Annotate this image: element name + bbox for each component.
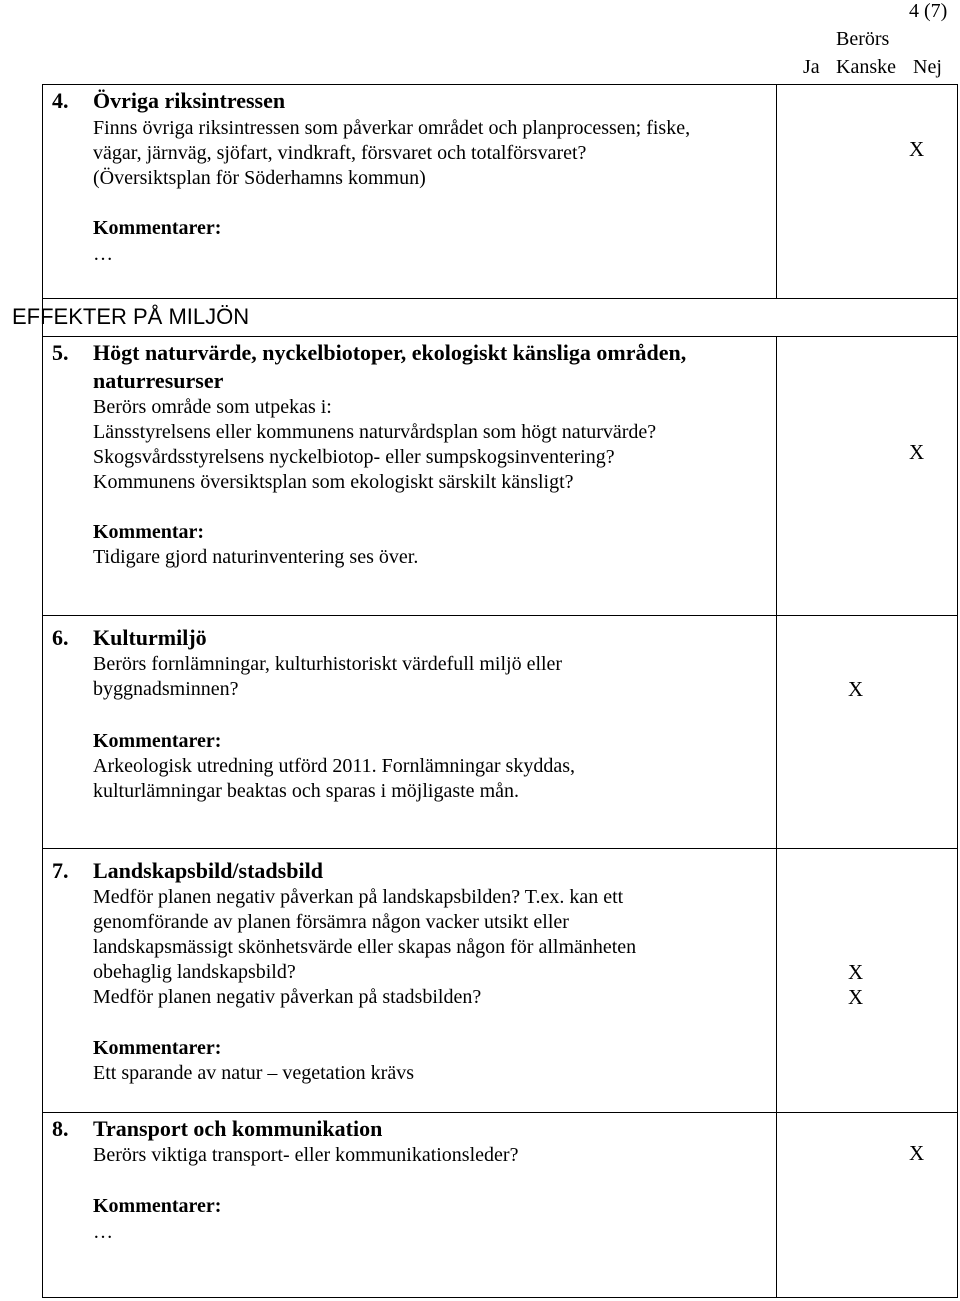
section-6-number: 6. <box>52 625 69 650</box>
section-8-number: 8. <box>52 1116 69 1141</box>
section-6-title: Kulturmiljö <box>93 625 207 650</box>
section-5-number: 5. <box>52 340 69 365</box>
section-4-body-line: vägar, järnväg, sjöfart, vindkraft, försvaret och totalförsvaret? <box>93 142 587 164</box>
section-5-body-line: Skogsvårdsstyrelsens nyckelbiotop- eller sumpskogsinventering? <box>93 446 615 468</box>
section-8-title: Transport och kommunikation <box>93 1116 383 1141</box>
section-4-comment-label: Kommentarer: <box>93 217 222 239</box>
section-6-comment-label: Kommentarer: <box>93 730 222 752</box>
section-6-comment-line: Arkeologisk utredning utförd 2011. Fornlämningar skyddas, <box>93 755 575 777</box>
section-5-title-line: naturresurser <box>93 368 224 393</box>
section-4-body-line: Finns övriga riksintressen som påverkar området och planprocessen; fiske, <box>93 117 691 139</box>
section-5-body-line: Kommunens översiktsplan som ekologiskt särskilt känsligt? <box>93 471 574 493</box>
section-5-body-line: Länsstyrelsens eller kommunens naturvårdsplan som högt naturvärde? <box>93 421 657 443</box>
answer-header-ja: Ja <box>803 56 820 78</box>
section-4-mark: X <box>909 137 925 161</box>
answer-header-kanske: Kanske <box>836 56 896 78</box>
answer-header-nej: Nej <box>913 56 942 78</box>
section-6-body-line: byggnadsminnen? <box>93 678 239 700</box>
section-7-body-line: landskapsmässigt skönhetsvärde eller skapas någon för allmänheten <box>93 936 637 958</box>
section-6-comment-line: kulturlämningar beaktas och sparas i möjligaste mån. <box>93 780 519 802</box>
section-4-body-line: (Översiktsplan för Söderhamns kommun) <box>93 167 426 189</box>
section-5-comment-label: Kommentar: <box>93 521 205 543</box>
section-7-title: Landskapsbild/stadsbild <box>93 858 323 883</box>
section-7-body-line: obehaglig landskapsbild? <box>93 961 296 983</box>
section-8-body-line: Berörs viktiga transport- eller kommunikationsleder? <box>93 1144 519 1166</box>
section-8-comment-label: Kommentarer: <box>93 1195 222 1217</box>
section-7-comment: Ett sparande av natur – vegetation krävs <box>93 1062 414 1084</box>
page-number: 4 (7) <box>909 0 948 22</box>
section-5-mark: X <box>909 440 925 464</box>
section-4-number: 4. <box>52 88 69 113</box>
section-7-body-line: Medför planen negativ påverkan på landskapsbilden? T.ex. kan ett <box>93 886 624 908</box>
section-6-mark: X <box>848 677 864 701</box>
section-7-body-line: genomförande av planen försämra någon vacker utsikt eller <box>93 911 569 933</box>
section-7-mark: X <box>848 960 864 984</box>
section-5-comment: Tidigare gjord naturinventering ses över. <box>93 546 419 568</box>
answer-header-label: Berörs <box>836 28 890 50</box>
divider-heading: EFFEKTER PÅ MILJÖN <box>12 304 250 329</box>
section-7-comment-label: Kommentarer: <box>93 1037 222 1059</box>
section-7-body-line: Medför planen negativ påverkan på stadsbilden? <box>93 986 482 1008</box>
section-4-title: Övriga riksintressen <box>93 88 286 113</box>
section-8-comment: … <box>93 1221 113 1243</box>
section-8-mark: X <box>909 1141 925 1165</box>
section-6-body-line: Berörs fornlämningar, kulturhistoriskt värdefull miljö eller <box>93 653 563 675</box>
section-4-comment: … <box>93 243 113 265</box>
section-7-mark: X <box>848 985 864 1009</box>
section-5-body-line: Berörs område som utpekas i: <box>93 396 332 418</box>
section-7-number: 7. <box>52 858 69 883</box>
section-5-title-line: Högt naturvärde, nyckelbiotoper, ekologiskt känsliga områden, <box>93 340 687 365</box>
